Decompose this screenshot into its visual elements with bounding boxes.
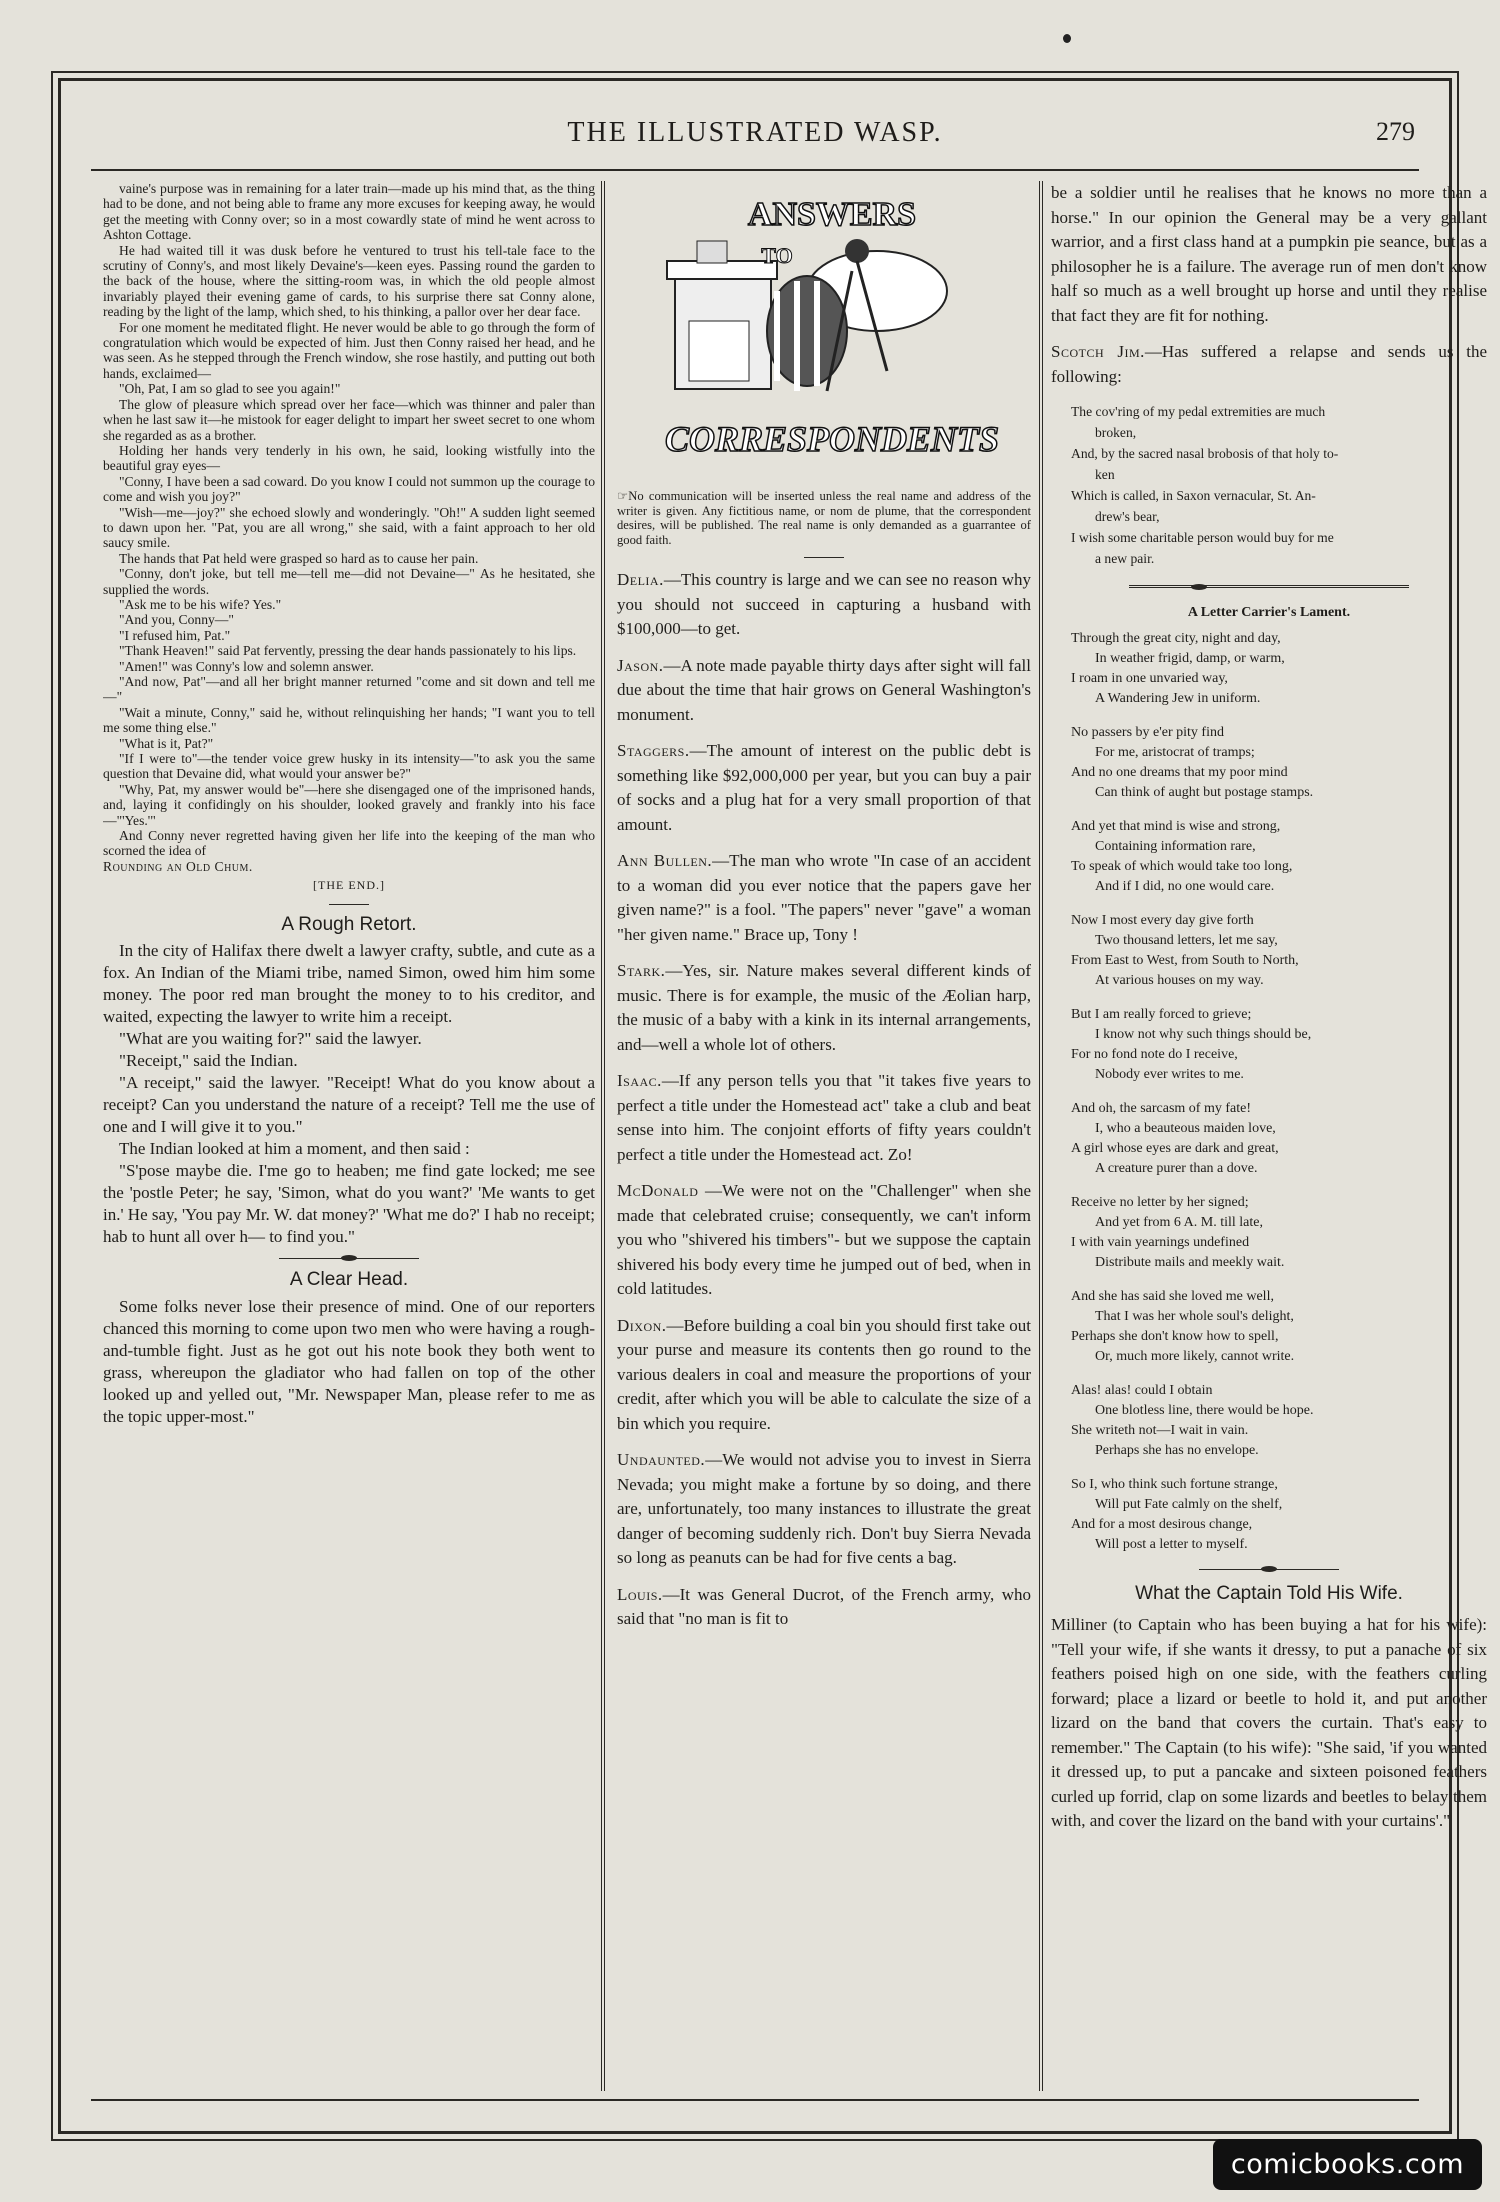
poem-line: A girl whose eyes are dark and great, [1071, 1141, 1279, 1156]
poem-line: A Wandering Jew in uniform. [1095, 691, 1261, 706]
answer-entry [617, 959, 1031, 1057]
poem-line: A creature purer than a dove. [1095, 1161, 1258, 1176]
footer-rule [91, 2099, 1419, 2101]
column-1 [103, 181, 595, 2096]
poem-line: And if I did, no one would care. [1095, 879, 1275, 894]
poem-line: Distribute mails and meekly wait. [1095, 1255, 1285, 1270]
ornament-divider [279, 1258, 419, 1260]
answer-entry [617, 739, 1031, 837]
ink-dot [1063, 34, 1071, 43]
answer-name: Isaac. [617, 1071, 662, 1090]
answer-entry [617, 568, 1031, 642]
paragraph: "A receipt," said the lawyer. "Receipt! What do you know about a receipt? Can you understand the nature of a receipt? Tell me the use of one and I will give it to you." [103, 1073, 595, 1137]
answer-entry [617, 1448, 1031, 1571]
column-2 [617, 181, 1031, 2096]
poem-line: So I, who think such fortune strange, [1071, 1477, 1278, 1492]
continued-answer: be a soldier until he realises that he knows no more than a horse." In our opinion the General may be a very gallant warrior, and a first class hand at a pumpkin pie seance, but as a philosopher he is a failure. The average run of men don't know half so much as a well brought up horse and until they realise that fact they are fit for nothing. [1051, 183, 1487, 325]
stanza [1051, 1193, 1487, 1273]
poem-line: And she has said she loved me well, [1071, 1289, 1274, 1304]
column-3 [1051, 181, 1487, 2096]
answer-text: —A note made payable thirty days after sight will fall due about the time that hair grows on General Washington's monument. [617, 655, 1031, 724]
poem-line: No passers by e'er pity find [1071, 725, 1224, 740]
answer-text: —The man who wrote "In case of an accident to a woman did you ever notice that the papers gave her given name?" is a fool. "The papers" never "gave" a woman "her given name." Brace up, Tony ! [617, 851, 1031, 944]
pointing-hand-icon: ☞ [617, 489, 629, 503]
poem-line: Will post a letter to myself. [1095, 1537, 1248, 1552]
answer-entry [617, 849, 1031, 947]
poem-line: For me, aristocrat of tramps; [1095, 745, 1255, 760]
poem-line: To speak of which would take too long, [1071, 859, 1293, 874]
paragraph: "What is it, Pat?" [119, 735, 214, 751]
answer-entry [617, 1069, 1031, 1167]
paragraph: vaine's purpose was in remaining for a later train—made up his mind that, as the thing had to be done, and not being able to frame any more excuses for keeping away, he would get the meeting with Conny over; so in a most cowardly state of mind he went across to Ashton Cottage. [103, 181, 595, 243]
paragraph: For one moment he meditated flight. He never would be able to go through the form of congratulation which would be expected of him. Just then Conny raised her head, and he was seen. As he stepped through the French window, she rose hastily, and putting out both hands, exclaimed— [103, 319, 595, 381]
paragraph: The Indian looked at him a moment, and then said : [119, 1139, 470, 1159]
paragraph: The glow of pleasure which spread over her face—which was thinner and paler than when he last saw it—he mistook for eager delight to impart her sweet secret to one whom she regarded as as a brother. [103, 396, 595, 443]
paragraph: The hands that Pat held were grasped so hard as to cause her pain. [119, 550, 479, 566]
clear-head-article [103, 1296, 595, 1428]
paragraph: "I refused him, Pat." [119, 627, 231, 643]
stanza [1051, 911, 1487, 991]
poem-line: Can think of aught but postage stamps. [1095, 785, 1314, 800]
poem-line: One blotless line, there would be hope. [1095, 1403, 1314, 1418]
poem-line: Two thousand letters, let me say, [1095, 933, 1278, 948]
rough-retort-article [103, 940, 595, 1248]
paragraph: "Conny, don't joke, but tell me—tell me—did not Devaine—" As he hesitated, she supplied the words. [103, 566, 595, 597]
banner-answers: ANSWERS [747, 196, 917, 233]
poem-line: Will put Fate calmly on the shelf, [1095, 1497, 1283, 1512]
poem-line: But I am really forced to grieve; [1071, 1007, 1252, 1022]
lament-poem [1051, 629, 1487, 1555]
answer-name: Undaunted. [617, 1450, 706, 1469]
paragraph: "Amen!" was Conny's low and solemn answer. [119, 658, 374, 674]
stanza [1051, 1475, 1487, 1555]
paragraph: "Why, Pat, my answer would be"—here she disengaged one of the imprisoned hands, and, laying it confidingly on his shoulder, looked gravely and frankly into his face—"'Yes.'" [103, 781, 595, 828]
poem-line: Now I most every day give forth [1071, 913, 1254, 928]
poem-line: And yet that mind is wise and strong, [1071, 819, 1281, 834]
answer-name: Stark. [617, 961, 666, 980]
poem-line: a new pair. [1095, 551, 1155, 566]
answer-name: Louis. [617, 1584, 663, 1604]
double-rule [1129, 585, 1409, 589]
lament-title: A Letter Carrier's Lament. [1187, 605, 1351, 620]
poem-line: At various houses on my way. [1095, 973, 1264, 988]
answers-list [617, 568, 1031, 1632]
serial-story [103, 181, 595, 859]
answer-entry [617, 1583, 1031, 1632]
poem-line: For no fond note do I receive, [1071, 1047, 1238, 1062]
poem-line: Which is called, in Saxon vernacular, St. An- [1071, 488, 1316, 503]
paragraph: "Ask me to be his wife? Yes." [119, 596, 282, 612]
answer-name: Jason. [617, 655, 664, 675]
header-rule [91, 169, 1419, 171]
paragraph: "If I were to"—the tender voice grew husky in its intensity—"to ask you the same question that Devaine did, what would your answer be?" [103, 751, 595, 782]
paragraph: "S'pose maybe die. I'me go to heaben; me find gate locked; me see the 'postle Peter; he say, 'Simon, what do you want?' 'Me wants to get in.' He say, 'You pay Mr. W. dat money?' 'What me do?' I hab no receipt; hab to hunt all over h— to find you." [103, 1161, 595, 1247]
banner-lettering [627, 181, 1031, 481]
poem-line: Through the great city, night and day, [1071, 631, 1281, 646]
poem-line: And no one dreams that my poor mind [1071, 765, 1288, 780]
paragraph: Holding her hands very tenderly in his own, he said, looking wistfully into the beautiful gray eyes— [103, 442, 595, 474]
poem-line: Perhaps she don't know how to spell, [1071, 1329, 1279, 1344]
poem-line: The cov'ring of my pedal extremities are much [1071, 404, 1326, 419]
paragraph: "And now, Pat"—and all her bright manner returned "come and sit down and tell me—" [103, 674, 595, 705]
answer-name: Delia. [617, 570, 664, 589]
paragraph: "What are you waiting for?" said the lawyer. [119, 1029, 422, 1049]
watermark: comicbooks.com [1213, 2139, 1482, 2190]
stanza [1051, 1099, 1487, 1179]
page-number: 279 [1376, 117, 1415, 146]
story-closing-smallcaps: Rounding an Old Chum. [103, 858, 253, 874]
the-end-mark: [THE END.] [313, 878, 385, 893]
column-rule-1 [601, 181, 605, 2091]
clear-head-title: A Clear Head. [289, 1269, 409, 1291]
answer-name: Dixon. [617, 1315, 667, 1335]
page-title: THE ILLUSTRATED WASP. [567, 117, 943, 148]
editorial-notice [617, 489, 1031, 547]
answer-text: —We were not on the "Challenger" when she made that celebrated cruise; consequently, we can't inform you who "shivered his timbers"- but we suppose the captain shivered his body every time he jumped out of bed, when in cold latitudes. [617, 1181, 1031, 1298]
answer-text: —It was General Ducrot, of the French army, who said that "no man is fit to [617, 1584, 1031, 1628]
answers-banner [617, 181, 1031, 481]
notice-text: No communication will be inserted unless the real name and address of the writer is given. Any fictitious name, or nom de plume, that the correspondent desires, will be published. The real name is only demanded as a guarrantee of good faith. [617, 489, 1031, 547]
poem-line: And oh, the sarcasm of my fate! [1071, 1101, 1251, 1116]
paragraph: In the city of Halifax there dwelt a lawyer crafty, subtle, and cute as a fox. An Indian of the Miami tribe, named Simon, owed him him some money. The poor red man brought the money to to his creditor, and waited, expecting the lawyer to write him a receipt. [103, 941, 595, 1027]
answer-name: Ann Bullen. [617, 851, 713, 870]
answer-text: —If any person tells you that "it takes five years to perfect a title under the Homestead act" take a club and beat sense into him. The conjoint efforts of fifty years couldn't perfect a title under the Homestead act. Zo! [617, 1071, 1031, 1164]
paragraph: "Wish—me—joy?" she echoed slowly and wonderingly. "Oh!" A sudden light seemed to dawn upon her. "Pat, you are all wrong," she said, with a faint approach to her old saucy smile. [103, 504, 595, 551]
stanza [1051, 1287, 1487, 1367]
answer-name: Scotch Jim. [1051, 342, 1145, 361]
answer-text: —Yes, sir. Nature makes several different kinds of music. There is for example, the music of the Æolian harp, the music of a baby with a kink in its internal arrangements, and—well a whole lot of others. [617, 961, 1031, 1054]
rough-retort-title: A Rough Retort. [281, 913, 417, 935]
paragraph: He had waited till it was dusk before he ventured to trust his tell-tale face to the scrutiny of Conny's, and most likely Devaine's—keen eyes. Passing round the garden to the back of the house, where the sitting-room was, in which the old people almost invariably played their evening game of cards, to his surprise there sat Conny alone, reading by the light of the lamp, which shed, to his thinking, a pallor over her dear face. [103, 242, 595, 320]
poem-line: And for a most desirous change, [1071, 1517, 1253, 1532]
poem-line: Perhaps she has no envelope. [1095, 1443, 1259, 1458]
paragraph: And Conny never regretted having given her life into the keeping of the man who scorned the idea of [103, 828, 595, 859]
poem-line: And, by the sacred nasal brobosis of that holy to- [1071, 446, 1339, 461]
poem-line: I wish some charitable person would buy for me [1071, 530, 1334, 545]
answer-text: —Before building a coal bin you should first take out your purse and measure its contents then go round to the various dealers in coal and measure the proportions of your credit, after which you will be able to calculate the size of a bin which you require. [617, 1315, 1031, 1433]
poem-line: Receive no letter by her signed; [1071, 1195, 1249, 1210]
banner-correspondents: CORRESPONDENTS [664, 419, 1000, 459]
paragraph: "Wait a minute, Conny," said he, without relinquishing her hands; "I want you to tell me some thing else." [103, 704, 595, 736]
poem-line: Alas! alas! could I obtain [1071, 1383, 1213, 1398]
poem-line: Containing information rare, [1095, 839, 1256, 854]
section-rule [804, 557, 844, 558]
poem-line: broken, [1095, 425, 1137, 440]
masthead [61, 117, 1449, 163]
paragraph: "Oh, Pat, I am so glad to see you again!" [119, 381, 341, 397]
scotch-jim-poem [1051, 401, 1487, 569]
poem-line: She writeth not—I wait in vain. [1071, 1423, 1249, 1438]
answer-entry [617, 654, 1031, 728]
poem-line: I know not why such things should be, [1095, 1027, 1312, 1042]
answer-text: —We would not advise you to invest in Sierra Nevada; you might make a fortune by so doing, and there are, unfortunately, too many instances to illustrate the great danger of becoming suddenly rich. Don't buy Sierra Nevada so long as peanuts can be had for five cents a bag. [617, 1450, 1031, 1567]
answer-text: —This country is large and we can see no reason why you should not succeed in capturing a husband with $100,000—to get. [617, 570, 1031, 638]
poem-line: Or, much more likely, cannot write. [1095, 1349, 1295, 1364]
page-frame [58, 78, 1487, 2134]
poem-line: That I was her whole soul's delight, [1095, 1309, 1294, 1324]
section-rule [329, 904, 369, 905]
poem-line: And yet from 6 A. M. till late, [1095, 1215, 1263, 1230]
answer-name: Staggers. [617, 741, 690, 760]
answer-entry [617, 1179, 1031, 1302]
paragraph: "Thank Heaven!" said Pat fervently, pressing the dear hands passionately to his lips. [119, 643, 577, 659]
stanza [1051, 817, 1487, 897]
poem-line: I with vain yearnings undefined [1071, 1235, 1250, 1250]
paragraph: "And you, Conny—" [119, 612, 234, 628]
answer-text: —The amount of interest on the public debt is something like $92,000,000 per year, but you can buy a pair of socks and a plug hat for a very small proportion of that amount. [617, 741, 1031, 834]
poem-line: ken [1095, 467, 1115, 482]
stanza [1051, 723, 1487, 803]
column-rule-2 [1039, 181, 1043, 2091]
poem-line: I roam in one unvaried way, [1071, 671, 1228, 686]
paragraph: "Conny, I have been a sad coward. Do you know I could not summon up the courage to come and wish you joy?" [103, 473, 595, 505]
banner-to: TO [761, 243, 793, 268]
poem-line: In weather frigid, damp, or warm, [1095, 651, 1285, 666]
scotch-jim-answer [1051, 340, 1487, 389]
paragraph: "Receipt," said the Indian. [119, 1051, 298, 1071]
captain-article: Milliner (to Captain who has been buying a hat for his wife): "Tell your wife, if she wants it dressy, to put a panache of six feathers poised high on one side, with the feathers curling forward; place a lizard or beetle to hold it, and put another lizard on the band that covers the curtain. That's easy to remember." The Captain (to his wife): "She said, 'if you wanted it dressed up, to put a pancake and sixteen poisoned feathers curled up forrid, clap on some lizards and beetles to belay them with, and cover the lizard on the band with your curtains'." [1051, 1615, 1487, 1830]
poem-line: From East to West, from South to North, [1071, 953, 1299, 968]
stanza [1051, 1381, 1487, 1461]
poem-line: drew's bear, [1095, 509, 1160, 524]
answer-entry [617, 1314, 1031, 1437]
stanza [1051, 629, 1487, 709]
poem-line: I, who a beauteous maiden love, [1095, 1121, 1276, 1136]
paragraph: Some folks never lose their presence of mind. One of our reporters chanced this morning to come upon two men who were having a rough-and-tumble fight. Just as he got out his note book they both went to grass, whereupon the gladiator who had fallen on top of the other looked up and yelled out, "Mr. Newspaper Man, please refer to me as the topic upper-most." [103, 1296, 595, 1426]
stanza [1051, 1005, 1487, 1085]
answer-name: McDonald [617, 1181, 699, 1200]
captain-title: What the Captain Told His Wife. [1135, 1583, 1403, 1604]
story-closing [103, 859, 595, 874]
answer-text: —Has suffered a relapse and sends us the following: [1051, 342, 1487, 386]
poem-line: Nobody ever writes to me. [1095, 1067, 1244, 1082]
ornament-divider [1199, 1569, 1339, 1571]
